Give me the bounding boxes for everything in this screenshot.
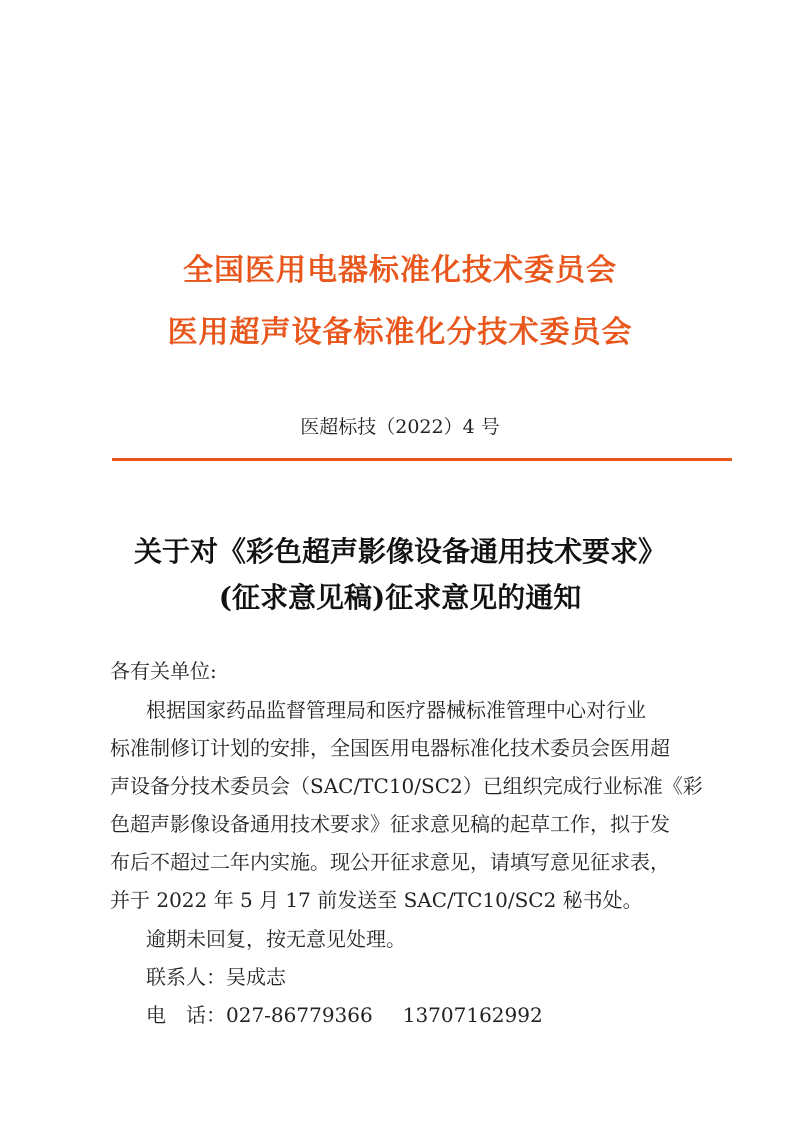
body-paragraph-line: 色超声影像设备通用技术要求》征求意见稿的起草工作，拟于发 [110, 812, 670, 836]
salutation: 各有关单位: [110, 659, 217, 683]
body-paragraph-line: 并于 2022 年 5 月 17 前发送至 SAC/TC10/SC2 秘书处。 [110, 888, 643, 912]
issuing-org-line-1: 全国医用电器标准化技术委员会 [183, 253, 617, 288]
document-number: 医超标技（2022）4 号 [300, 416, 500, 438]
notice-title-line-1: 关于对《彩色超声影像设备通用技术要求》 [133, 535, 666, 568]
notice-title-line-2: (征求意见稿)征求意见的通知 [218, 581, 582, 614]
issuing-org-line-2: 医用超声设备标准化分技术委员会 [167, 315, 633, 350]
phone-mobile: 13707162992 [402, 1003, 543, 1027]
body-paragraph-line: 根据国家药品监督管理局和医疗器械标准管理中心对行业 [146, 698, 646, 722]
body-paragraph-line: 标准制修订计划的安排，全国医用电器标准化技术委员会医用超 [110, 736, 670, 760]
contact-person: 联系人：吴成志 [146, 965, 286, 989]
header-divider [112, 458, 732, 461]
body-paragraph-line: 声设备分技术委员会（SAC/TC10/SC2）已组织完成行业标准《彩 [110, 774, 703, 798]
closing-remark: 逾期未回复，按无意见处理。 [146, 927, 406, 951]
body-paragraph-line: 布后不超过二年内实施。现公开征求意见，请填写意见征求表， [110, 850, 670, 874]
contact-phone [146, 999, 543, 1028]
phone-landline: 电 话：027-86779366 [146, 1003, 373, 1027]
